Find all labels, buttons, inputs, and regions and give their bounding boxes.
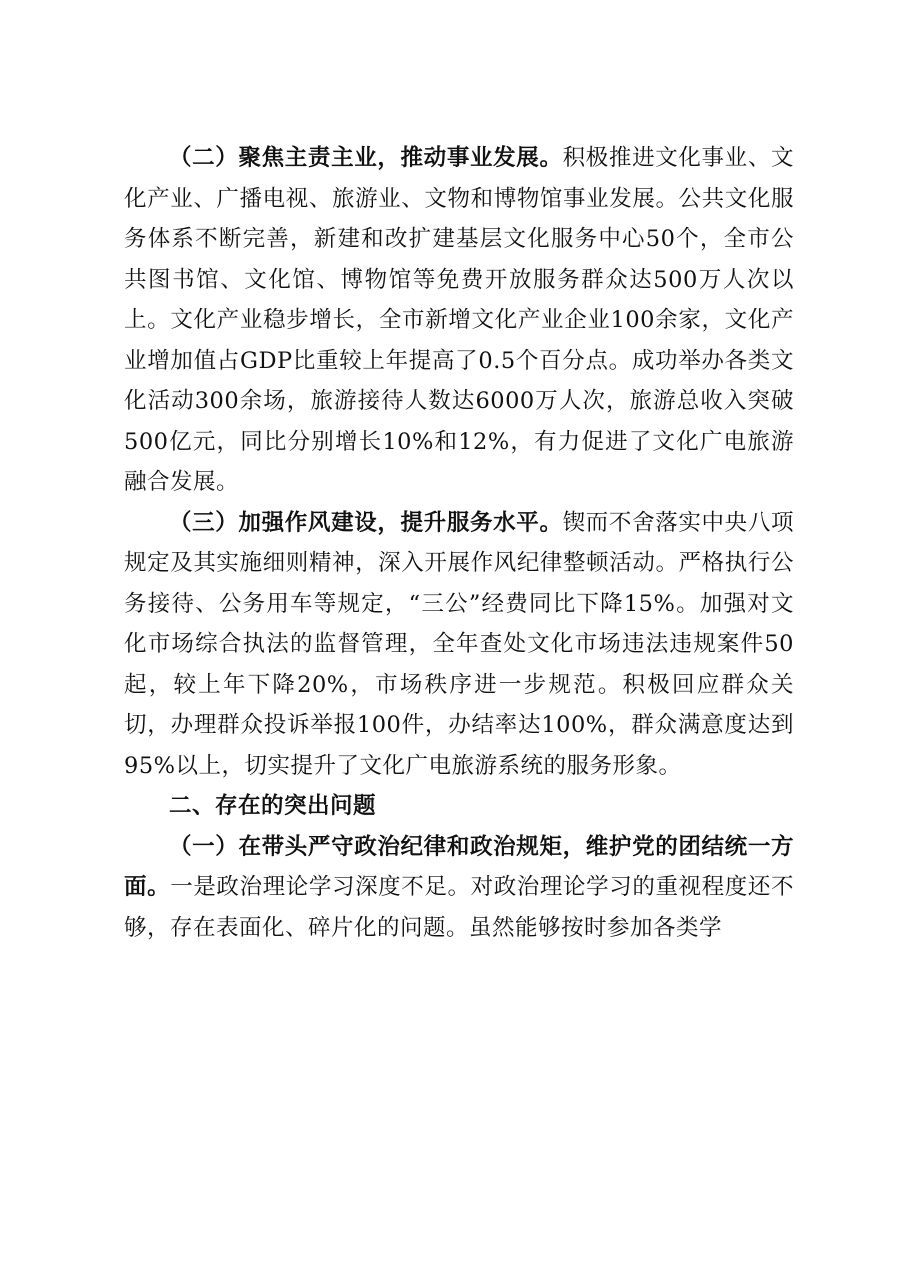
paragraph-body: 一是政治理论学习深度不足。对政治理论学习的重视程度还不够，存在表面化、碎片化的问题。虽然能够按时参加各类学 xyxy=(124,874,794,941)
paragraph-lead: （二）聚焦主责主业，推动事业发展。 xyxy=(169,145,563,171)
document-page xyxy=(124,138,794,948)
paragraph-style-building xyxy=(124,503,794,787)
paragraph-focus-main-duties xyxy=(124,138,794,503)
paragraph-body: 锲而不舍落实中央八项规定及其实施细则精神，深入开展作风纪律整顿活动。严格执行公务接待、公务用车等规定，“三公”经费同比下降15%。加强对文化市场综合执法的监督管理，全年查处文化市场违法违规案件50起，较上年下降20%，市场秩序进一步规范。积极回应群众关切，办理群众投诉举报100件，办结率达100%，群众满意度达到95%以上，切实提升了文化广电旅游系统的服务形象。 xyxy=(124,509,794,779)
paragraph-political-discipline xyxy=(124,827,794,949)
paragraph-lead: （三）加强作风建设，提升服务水平。 xyxy=(169,509,563,536)
section-heading: 二、存在的突出问题 xyxy=(169,793,377,819)
paragraph-lead: （一）在带头严守政治纪律和政治规矩，维护党的团结统一方面。 xyxy=(124,833,794,900)
paragraph-body: 积极推进文化事业、文化产业、广播电视、旅游业、文物和博物馆事业发展。公共文化服务体系不断完善，新建和改扩建基层文化服务中心50个，全市公共图书馆、文化馆、博物馆等免费开放服务群众达500万人次以上。文化产业稳步增长，全市新增文化产业企业100余家，文化产业增加值占GDP比重较上年提高了0.5个百分点。成功举办各类文化活动300余场，旅游接待人数达6000万人次，旅游总收入突破500亿元，同比分别增长10%和12%，有力促进了文化广电旅游融合发展。 xyxy=(124,145,794,495)
